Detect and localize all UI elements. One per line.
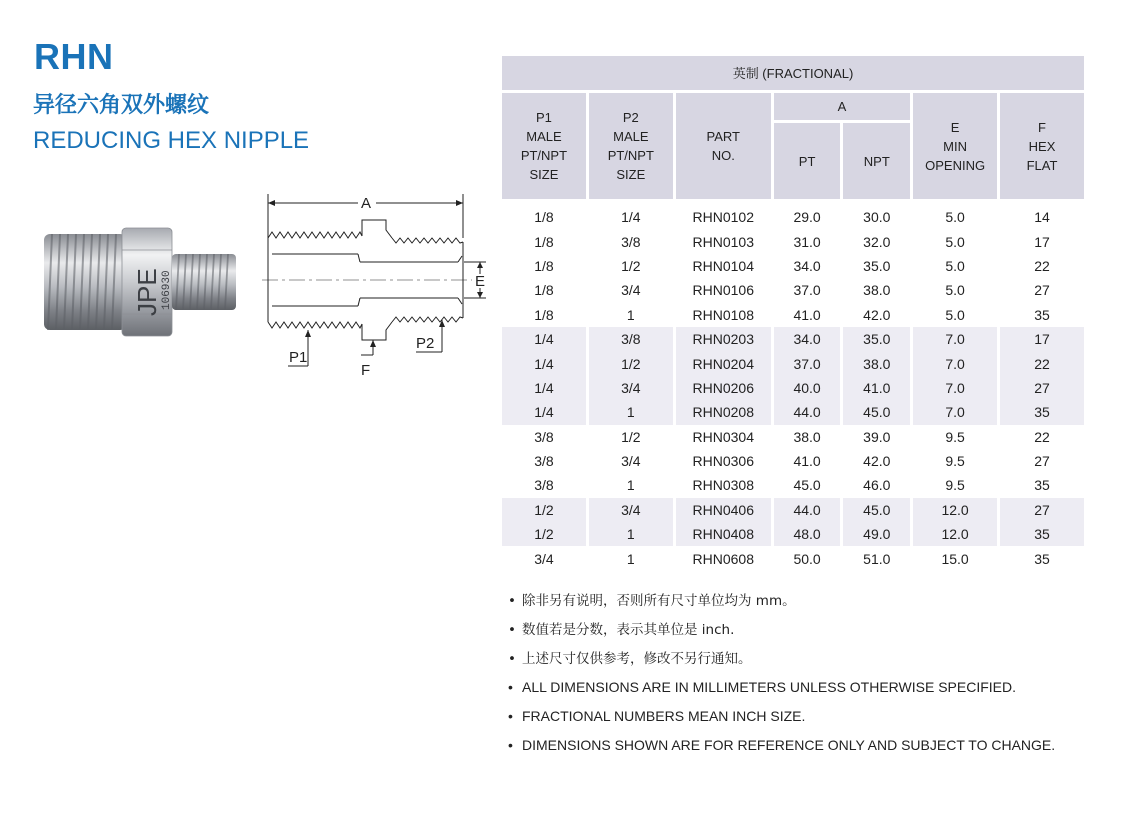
cell-e: 5.0	[945, 233, 965, 250]
cell-part-no: RHN0203	[676, 327, 771, 351]
note-item: • 数值若是分数，表示其单位是 inch.	[508, 621, 735, 638]
cell-p1: 1/8	[534, 257, 554, 274]
cell-a-pt: 31.0	[793, 233, 821, 250]
cell-f: 35	[1000, 400, 1084, 424]
cell-a-npt: 42.0	[863, 453, 891, 470]
cell-a-npt: 35.0	[843, 327, 910, 351]
cell-p1: 1/4	[502, 400, 586, 424]
cell-e: 12.0	[913, 498, 997, 522]
cell-a-pt: 44.0	[774, 498, 841, 522]
table-row	[502, 449, 1084, 473]
cell-p1: 1/4	[502, 376, 586, 400]
cell-f: 35	[1034, 550, 1050, 567]
brand-marking: JPE	[132, 268, 162, 316]
cell-p1: 1/4	[502, 327, 586, 351]
header-npt: NPT	[843, 123, 910, 199]
cell-a-npt: 38.0	[863, 282, 891, 299]
cell-p1: 3/8	[534, 477, 554, 494]
notes	[508, 590, 1055, 763]
product-photo	[36, 220, 246, 345]
cell-a-npt: 30.0	[863, 209, 891, 226]
cell-f: 35	[1034, 306, 1050, 323]
cell-a-npt: 35.0	[863, 257, 891, 274]
cell-p2: 1	[589, 400, 673, 424]
cell-e: 15.0	[941, 550, 969, 567]
cell-e: 9.5	[945, 477, 965, 494]
cell-p2: 3/8	[621, 233, 641, 250]
note-item: • 除非另有说明，否则所有尺寸单位均为 mm。	[508, 593, 796, 609]
note-item: • ALL DIMENSIONS ARE IN MILLIMETERS UNLESS OTHERWISE SPECIFIED.	[508, 679, 1016, 696]
cell-a-npt: 51.0	[863, 550, 891, 567]
cell-part-no: RHN0206	[676, 376, 771, 400]
product-title-cn: 异径六角双外螺纹	[33, 93, 210, 118]
cell-p2: 3/4	[589, 376, 673, 400]
cell-e: 12.0	[913, 522, 997, 546]
table-row	[502, 351, 1084, 375]
table-row	[502, 498, 1084, 522]
cell-e: 7.0	[913, 351, 997, 375]
cell-part-no: RHN0204	[676, 351, 771, 375]
cell-p1: 3/8	[534, 453, 554, 470]
cell-a-pt: 34.0	[774, 327, 841, 351]
cell-part-no: RHN0406	[676, 498, 771, 522]
note-item: • FRACTIONAL NUMBERS MEAN INCH SIZE.	[508, 708, 806, 725]
cell-e: 5.0	[945, 257, 965, 274]
cell-a-npt: 45.0	[843, 498, 910, 522]
dim-label-f: F	[361, 362, 371, 379]
cell-p1: 1/4	[502, 351, 586, 375]
cell-f: 35	[1000, 522, 1084, 546]
cell-a-npt: 38.0	[843, 351, 910, 375]
cell-p2: 3/8	[589, 327, 673, 351]
note-item: • 上述尺寸仅供参考，修改不另行通知。	[508, 650, 752, 667]
cell-part-no: RHN0108	[692, 306, 754, 323]
cell-part-no: RHN0208	[676, 400, 771, 424]
table-row	[502, 473, 1084, 497]
table-caption: 英制 (FRACTIONAL)	[502, 56, 1084, 90]
serial-marking: 106930	[161, 270, 173, 310]
table-row	[502, 229, 1084, 253]
cell-p2: 1/2	[589, 351, 673, 375]
table-row	[502, 376, 1084, 400]
cell-p2: 3/4	[621, 453, 641, 470]
cell-f: 27	[1034, 282, 1050, 299]
note-item: • DIMENSIONS SHOWN ARE FOR REFERENCE ONLY AND SUBJECT TO CHANGE.	[508, 736, 1056, 753]
table-row	[502, 303, 1084, 327]
cell-f: 22	[1000, 351, 1084, 375]
header-part-no: PART NO.	[676, 93, 771, 199]
cell-p2: 3/4	[621, 282, 641, 299]
cell-p1: 3/4	[534, 550, 554, 567]
cell-a-npt: 32.0	[863, 233, 891, 250]
dim-label-e: E	[475, 273, 486, 290]
cell-part-no: RHN0304	[692, 428, 754, 445]
cell-part-no: RHN0608	[692, 550, 754, 567]
cell-p1: 1/8	[534, 282, 554, 299]
cell-e: 7.0	[913, 400, 997, 424]
cell-p2: 1/4	[621, 209, 641, 226]
cell-a-pt: 40.0	[774, 376, 841, 400]
cell-p1: 1/2	[502, 522, 586, 546]
dim-label-a: A	[361, 195, 372, 212]
cell-a-npt: 39.0	[863, 428, 891, 445]
cell-a-npt: 45.0	[843, 400, 910, 424]
cell-f: 27	[1000, 376, 1084, 400]
cell-e: 7.0	[913, 376, 997, 400]
header-f: F HEX FLAT	[1000, 93, 1084, 199]
cell-p1: 1/8	[534, 306, 554, 323]
cell-f: 17	[1034, 233, 1050, 250]
cell-a-pt: 50.0	[793, 550, 821, 567]
cell-p2: 3/4	[589, 498, 673, 522]
cell-part-no: RHN0104	[692, 257, 754, 274]
cell-e: 5.0	[945, 209, 965, 226]
cell-part-no: RHN0103	[692, 233, 754, 250]
dimension-drawing	[258, 190, 498, 390]
cell-a-pt: 41.0	[793, 306, 821, 323]
cell-a-pt: 48.0	[774, 522, 841, 546]
cell-p2: 1/2	[621, 428, 641, 445]
cell-p1: 3/8	[534, 428, 554, 445]
cell-a-npt: 42.0	[863, 306, 891, 323]
cell-a-npt: 41.0	[843, 376, 910, 400]
cell-a-pt: 41.0	[793, 453, 821, 470]
product-title-en: REDUCING HEX NIPPLE	[33, 127, 310, 154]
table-row	[502, 546, 1084, 570]
cell-part-no: RHN0408	[676, 522, 771, 546]
cell-p2: 1/2	[621, 257, 641, 274]
cell-a-pt: 29.0	[793, 209, 821, 226]
cell-a-pt: 38.0	[793, 428, 821, 445]
cell-p1: 1/8	[534, 209, 554, 226]
cell-p2: 1	[626, 477, 635, 494]
cell-part-no: RHN0306	[692, 453, 754, 470]
cell-a-pt: 44.0	[774, 400, 841, 424]
table-row	[502, 400, 1084, 424]
cell-e: 9.5	[945, 428, 965, 445]
dim-label-p1: P1	[289, 349, 308, 366]
header-p2: P2 MALE PT/NPT SIZE	[589, 93, 673, 199]
cell-e: 7.0	[913, 327, 997, 351]
cell-a-pt: 37.0	[793, 282, 821, 299]
table-row	[502, 278, 1084, 302]
table-row	[502, 522, 1084, 546]
cell-e: 9.5	[945, 453, 965, 470]
header-p1: P1 MALE PT/NPT SIZE	[502, 93, 586, 199]
cell-f: 22	[1034, 257, 1050, 274]
cell-a-pt: 37.0	[774, 351, 841, 375]
cell-a-npt: 46.0	[863, 477, 891, 494]
cell-p2: 1	[626, 306, 635, 323]
cell-e: 5.0	[945, 282, 965, 299]
table-row	[502, 327, 1084, 351]
cell-a-pt: 34.0	[793, 257, 821, 274]
cell-p2: 1	[589, 522, 673, 546]
cell-f: 27	[1000, 498, 1084, 522]
header-pt: PT	[774, 123, 841, 199]
cell-part-no: RHN0308	[692, 477, 754, 494]
cell-part-no: RHN0106	[692, 282, 754, 299]
cell-p1: 1/2	[502, 498, 586, 522]
header-e: E MIN OPENING	[913, 93, 997, 199]
cell-p1: 1/8	[534, 233, 554, 250]
cell-a-npt: 49.0	[843, 522, 910, 546]
dim-label-p2: P2	[416, 335, 435, 352]
cell-f: 35	[1034, 477, 1050, 494]
cell-a-pt: 45.0	[793, 477, 821, 494]
cell-e: 5.0	[945, 306, 965, 323]
dimension-table	[502, 56, 1084, 571]
cell-part-no: RHN0102	[692, 209, 754, 226]
cell-f: 27	[1034, 453, 1050, 470]
table-row	[502, 425, 1084, 449]
table-row	[502, 205, 1084, 229]
table-row	[502, 254, 1084, 278]
cell-f: 17	[1000, 327, 1084, 351]
product-code: RHN	[34, 36, 114, 77]
cell-p2: 1	[626, 550, 635, 567]
cell-f: 22	[1034, 428, 1050, 445]
header-a: A	[774, 93, 910, 120]
cell-f: 14	[1034, 209, 1050, 226]
